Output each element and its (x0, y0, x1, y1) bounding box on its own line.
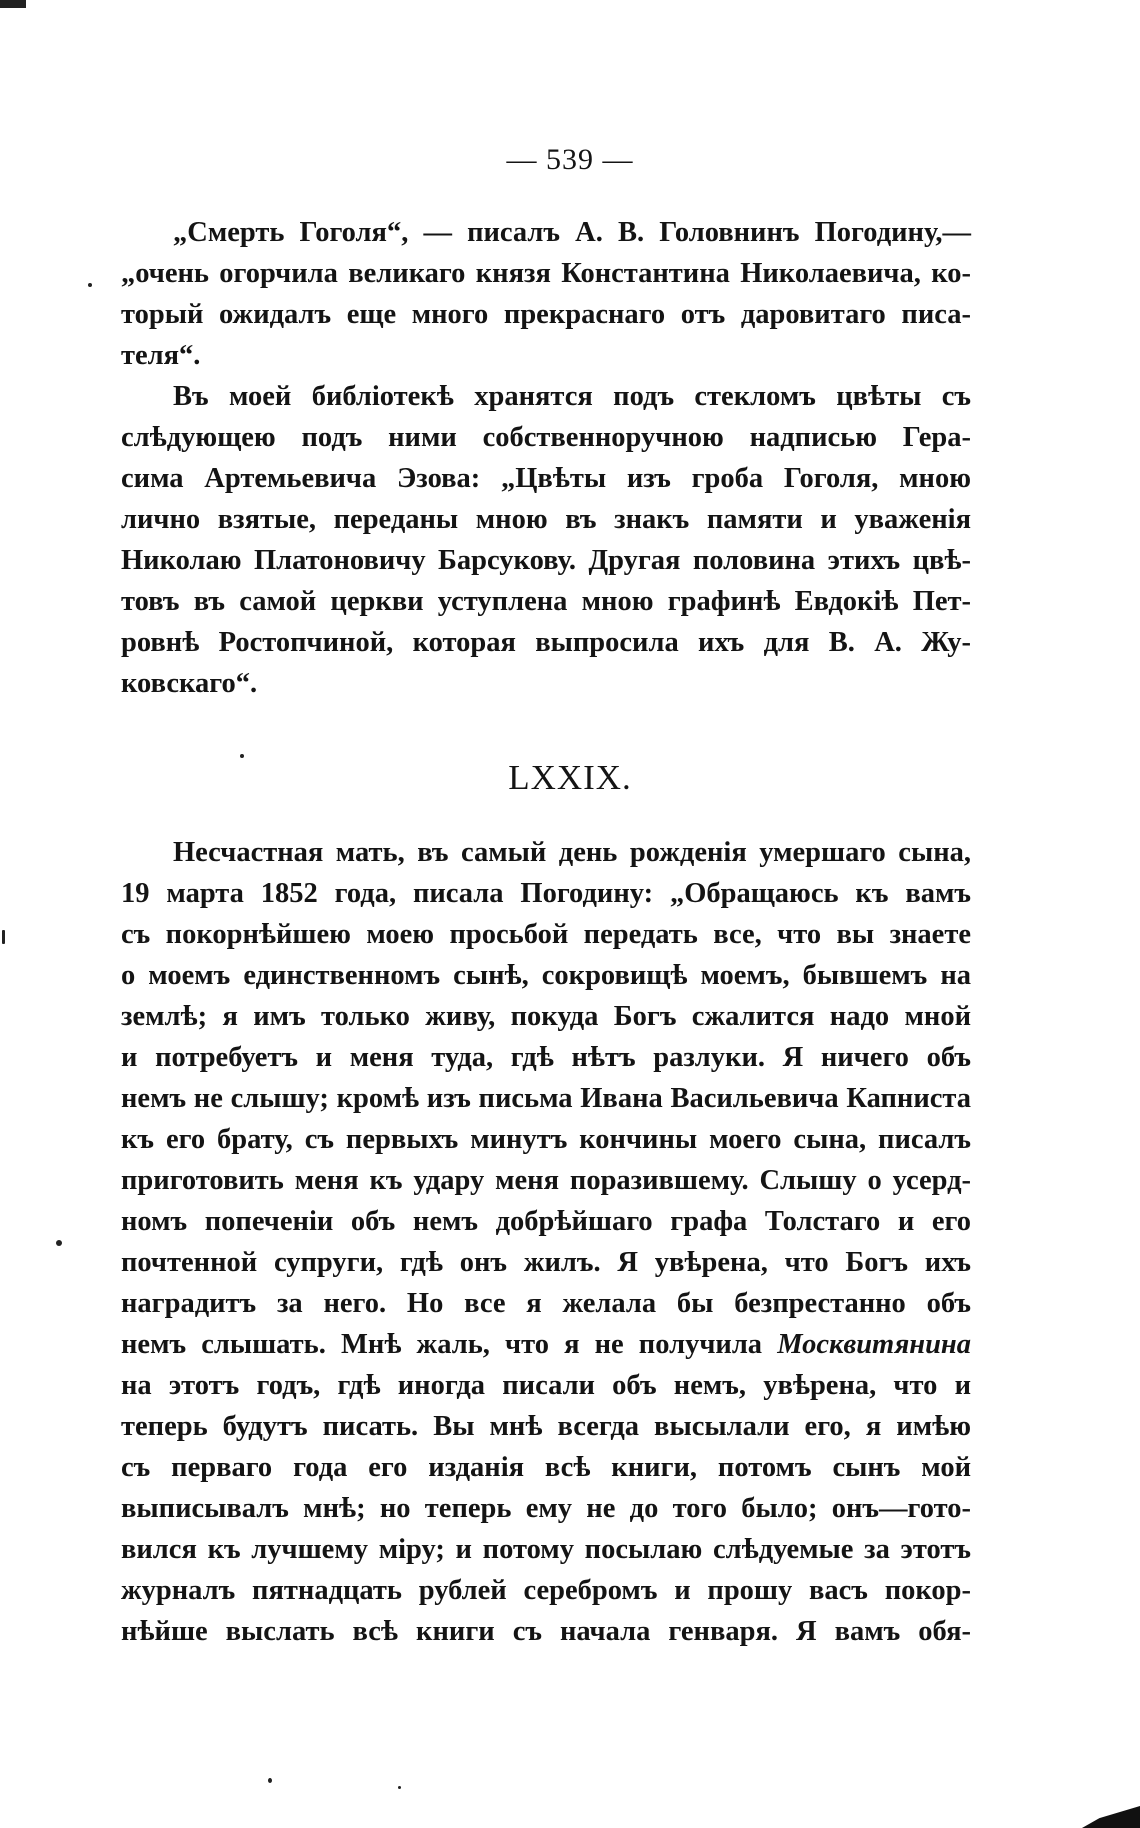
scan-speck (56, 1240, 62, 1246)
italic-journal-title: Москвитянина (777, 1329, 971, 1360)
text-line: 19 марта 1852 года, писала Погодину: „Обращаюсь къ вамъ (121, 878, 971, 909)
text-block-bottom (121, 832, 971, 1652)
text-segment: немъ слышать. Мнѣ жаль, что я не получила (121, 1329, 778, 1360)
text-line: Несчастная мать, въ самый день рожденія умершаго сына, (173, 837, 971, 868)
section-heading: LXXIX. (508, 758, 632, 797)
text-line: слѣдующею подъ ними собственноручною надписью Гера- (121, 422, 971, 453)
text-line: сима Артемьевича Эзова: „Цвѣты изъ гроба Гоголя, мною (121, 463, 971, 494)
text-line-with-italic (121, 1324, 971, 1365)
text-line: номъ попеченіи объ немъ добрѣйшаго графа Толстаго и его (121, 1206, 971, 1237)
text-line: и потребуетъ и меня туда, гдѣ нѣтъ разлуки. Я ничего объ (121, 1042, 971, 1073)
text-line: нѣйше выслать всѣ книги съ начала генваря. Я вамъ обя- (121, 1616, 971, 1647)
text-line: ровнѣ Ростопчиной, которая выпросила ихъ для В. А. Жу- (121, 627, 971, 658)
scan-corner-mark (0, 0, 26, 8)
text-line: выписывалъ мнѣ; но теперь ему не до того было; онъ—гото- (121, 1493, 971, 1524)
text-line: на этотъ годъ, гдѣ иногда писали объ немъ, увѣрена, что и (121, 1370, 971, 1401)
scan-speck (2, 930, 5, 944)
text-line: землѣ; я имъ только живу, покуда Богъ сжалится надо мной (121, 1001, 971, 1032)
scan-speck (88, 283, 92, 287)
text-line: теперь будутъ писать. Вы мнѣ всегда высылали его, я имѣю (121, 1411, 971, 1442)
text-line: съ перваго года его изданія всѣ книги, потомъ сынъ мой (121, 1452, 971, 1483)
text-line: лично взятые, переданы мною въ знакъ памяти и уваженія (121, 504, 971, 535)
scan-corner-mark (1082, 1806, 1140, 1828)
text-line: о моемъ единственномъ сынѣ, сокровищѣ моемъ, бывшемъ на (121, 960, 971, 991)
text-line: къ его брату, съ первыхъ минутъ кончины моего сына, писалъ (121, 1124, 971, 1155)
page-number: — 539 — (506, 143, 634, 176)
text-block-top (121, 212, 971, 704)
text-line: торый ожидалъ еще много прекраснаго отъ даровитаго писа- (121, 299, 971, 330)
text-line: товъ въ самой церкви уступлена мною графинѣ Евдокіѣ Пет- (121, 586, 971, 617)
text-line: ковскаго“. (121, 668, 258, 699)
text-line: „Смерть Гоголя“, — писалъ А. В. Головнинъ Погодину,— (173, 217, 971, 248)
text-line: наградитъ за него. Но все я желала бы безпрестанно объ (121, 1288, 971, 1319)
scan-speck (398, 1786, 401, 1789)
text-line: немъ не слышу; кромѣ изъ письма Ивана Васильевича Капниста (121, 1083, 971, 1114)
text-line: Въ моей библіотекѣ хранятся подъ стекломъ цвѣты съ (173, 381, 971, 412)
text-line: теля“. (121, 340, 201, 371)
text-line: вился къ лучшему міру; и потому посылаю слѣдуемые за этотъ (121, 1534, 971, 1565)
text-line: приготовить меня къ удару меня поразившему. Слышу о усерд- (121, 1165, 971, 1196)
text-line: почтенной супруги, гдѣ онъ жилъ. Я увѣрена, что Богъ ихъ (121, 1247, 971, 1278)
text-line: журналъ пятнадцать рублей серебромъ и прошу васъ покор- (121, 1575, 971, 1606)
scan-speck (268, 1778, 272, 1783)
text-line: Николаю Платоновичу Барсукову. Другая половина этихъ цвѣ- (121, 545, 971, 576)
text-line: съ покорнѣйшею моею просьбой передать все, что вы знаете (121, 919, 971, 950)
text-line: „очень огорчила великаго князя Константина Николаевича, ко- (121, 258, 971, 289)
scan-speck (240, 754, 244, 758)
